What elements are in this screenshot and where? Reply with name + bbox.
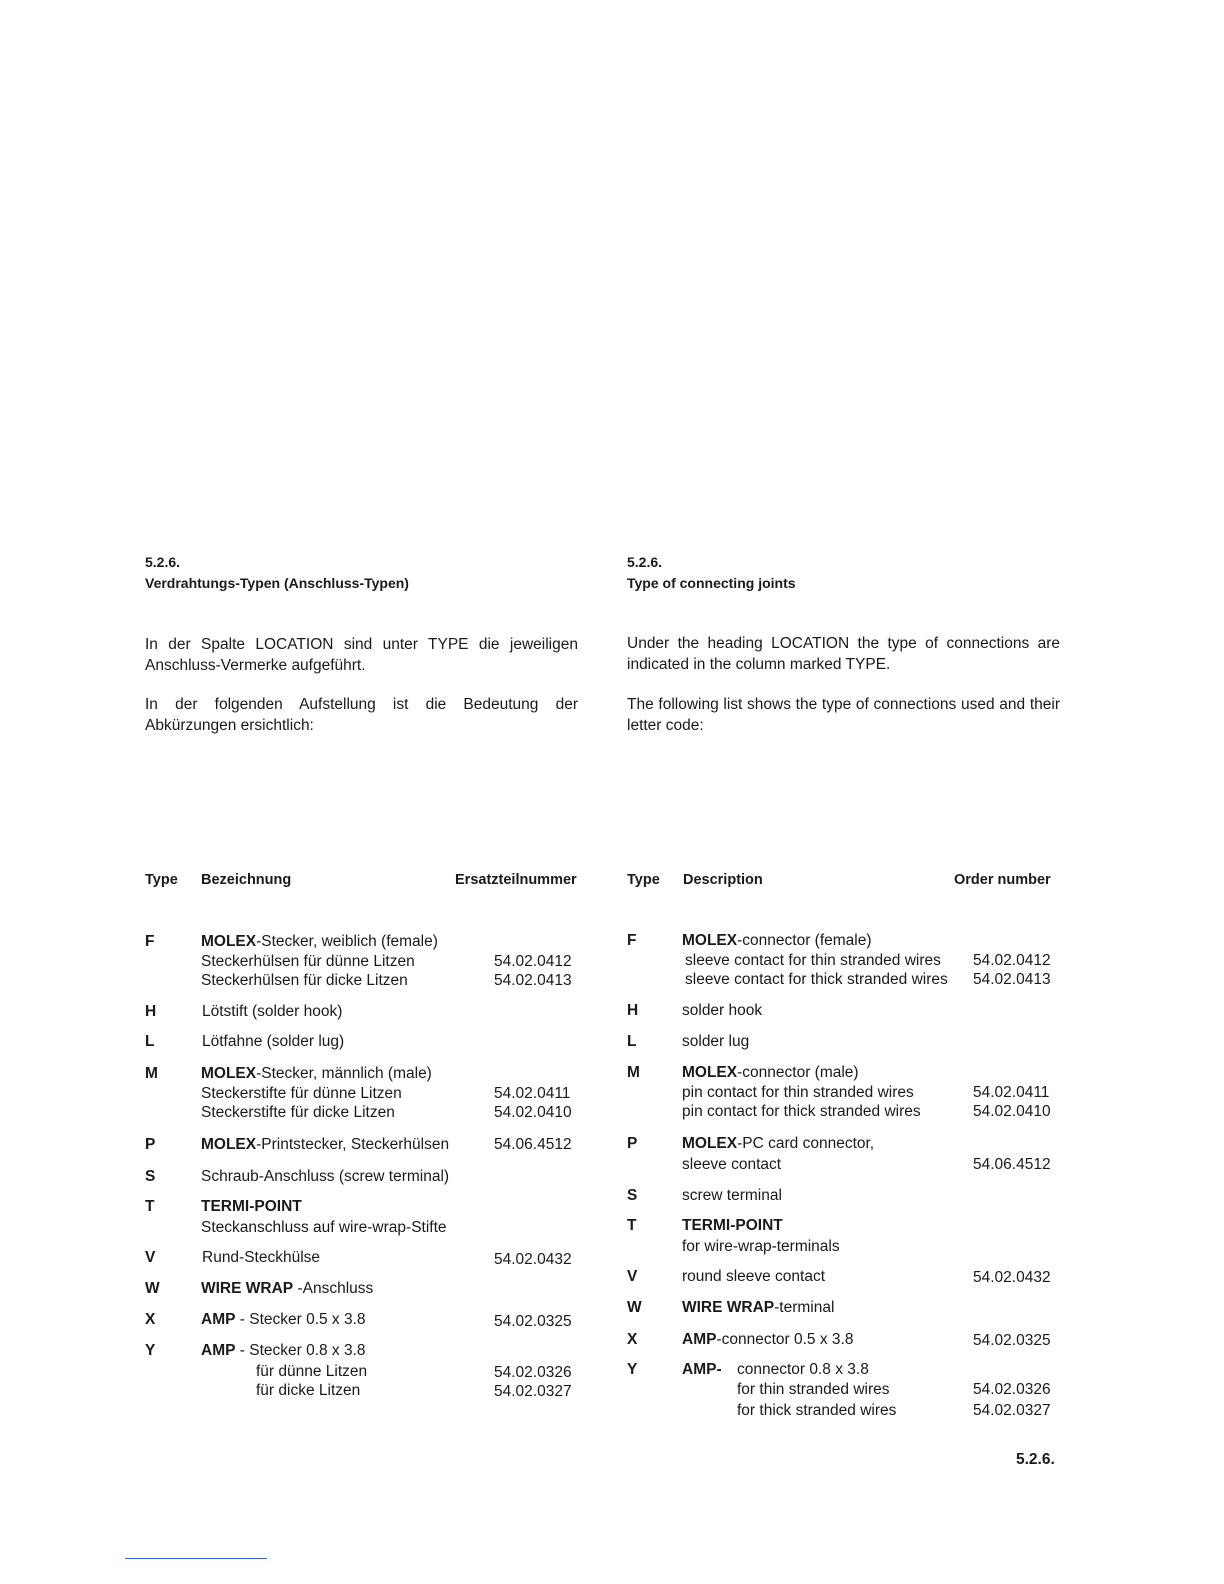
type-code-F-en: F — [627, 932, 637, 949]
row-F-line2-de: Steckerhülsen für dünne Litzen — [201, 953, 415, 970]
column-header-description-en: Description — [683, 872, 763, 888]
row-P-rest-en: -PC card connector, — [737, 1135, 875, 1152]
column-header-type-en: Type — [627, 872, 660, 888]
row-Y-rest-en: connector 0.8 x 3.8 — [737, 1361, 869, 1378]
row-X-title-en — [682, 1331, 853, 1349]
row-F-line3-de: Steckerhülsen für dicke Litzen — [201, 972, 408, 989]
row-P-title-de — [201, 1136, 449, 1154]
row-W-brand-de: WIRE WRAP — [201, 1280, 294, 1297]
intro-paragraph-de-2: In der folgenden Aufstellung ist die Bedeutung der Abkürzungen ersichtlich: — [145, 696, 578, 734]
row-F-number2-de: 54.02.0412 — [494, 953, 572, 970]
type-code-M-de: M — [145, 1065, 158, 1082]
row-S-line1-en: screw terminal — [682, 1187, 782, 1204]
type-code-T-de: T — [145, 1198, 155, 1215]
type-code-W-de: W — [145, 1280, 160, 1297]
row-M-rest-de: -Stecker, männlich (male) — [256, 1065, 432, 1082]
row-F-brand-de: MOLEX — [201, 933, 257, 950]
row-L-line1-de: Lötfahne (solder lug) — [202, 1033, 345, 1050]
row-F-title-en — [682, 932, 872, 950]
row-F-rest-de: -Stecker, weiblich (female) — [256, 933, 438, 950]
row-Y-rest-de: - Stecker 0.8 x 3.8 — [235, 1342, 366, 1359]
row-Y-number2-en: 54.02.0326 — [973, 1381, 1051, 1398]
row-T-brand-de: TERMI-POINT — [201, 1198, 302, 1215]
section-number-de: 5.2.6. — [145, 554, 181, 570]
row-F-title-de — [201, 933, 438, 951]
row-F-number3-de: 54.02.0413 — [494, 972, 572, 989]
row-V-number1-en: 54.02.0432 — [973, 1269, 1051, 1286]
type-code-V-de: V — [145, 1249, 156, 1266]
type-code-L-de: L — [145, 1033, 155, 1050]
type-code-T-en: T — [627, 1217, 637, 1234]
type-code-S-de: S — [145, 1168, 156, 1185]
row-Y-number2-de: 54.02.0326 — [494, 1364, 572, 1381]
row-Y-brand-en: AMP- — [682, 1361, 722, 1378]
row-M-title-de — [201, 1065, 432, 1083]
row-M-title-en — [682, 1064, 859, 1082]
row-M-line3-de: Steckerstifte für dicke Litzen — [201, 1104, 395, 1121]
type-code-W-en: W — [627, 1299, 642, 1316]
row-M-number2-de: 54.02.0411 — [494, 1085, 571, 1102]
type-code-P-en: P — [627, 1135, 638, 1152]
type-code-Y-en: Y — [627, 1361, 638, 1378]
row-X-brand-en: AMP — [682, 1331, 717, 1348]
row-F-brand-en: MOLEX — [682, 932, 738, 949]
row-F-line2-en: sleeve contact for thin stranded wires — [685, 952, 941, 969]
type-code-Y-de: Y — [145, 1342, 156, 1359]
row-M-brand-en: MOLEX — [682, 1064, 738, 1081]
type-code-X-de: X — [145, 1311, 156, 1328]
column-header-number-de: Ersatzteilnummer — [455, 872, 577, 888]
row-F-line3-en: sleeve contact for thick stranded wires — [685, 971, 948, 988]
row-T-line2-de: Steckanschluss auf wire-wrap-Stifte — [201, 1219, 447, 1236]
row-X-number1-en: 54.02.0325 — [973, 1332, 1051, 1349]
type-code-L-en: L — [627, 1033, 637, 1050]
row-V-line1-en: round sleeve contact — [682, 1268, 826, 1285]
row-S-line1-de: Schraub-Anschluss (screw terminal) — [201, 1168, 450, 1185]
row-M-line3-en: pin contact for thick stranded wires — [682, 1103, 921, 1120]
row-Y-line2-en: for thin stranded wires — [737, 1381, 890, 1398]
row-W-brand-en: WIRE WRAP — [682, 1299, 775, 1316]
row-W-rest-de: -Anschluss — [293, 1280, 374, 1297]
column-header-type-de: Type — [145, 872, 178, 888]
type-code-H-de: H — [145, 1003, 157, 1020]
row-T-brand-en: TERMI-POINT — [682, 1217, 783, 1234]
row-P-rest-de: -Printstecker, Steckerhülsen — [256, 1136, 450, 1153]
row-M-brand-de: MOLEX — [201, 1065, 257, 1082]
page-number: 5.2.6. — [1016, 1451, 1055, 1468]
section-title-en: Type of connecting joints — [627, 575, 796, 591]
type-code-P-de: P — [145, 1136, 156, 1153]
row-Y-brand-de: AMP — [201, 1342, 236, 1359]
row-M-number3-en: 54.02.0410 — [973, 1103, 1051, 1120]
row-X-rest-en: -connector 0.5 x 3.8 — [716, 1331, 854, 1348]
row-L-line1-en: solder lug — [682, 1033, 750, 1050]
row-P-title-en — [682, 1135, 874, 1153]
row-X-title-de — [201, 1311, 366, 1329]
row-P-number2-en: 54.06.4512 — [973, 1156, 1051, 1173]
row-T-line2-en: for wire-wrap-terminals — [682, 1238, 840, 1255]
intro-paragraph-en-1: Under the heading LOCATION the type of connections are indicated in the column marked TYPE. — [627, 635, 1060, 673]
row-Y-number3-en: 54.02.0327 — [973, 1402, 1051, 1419]
row-X-brand-de: AMP — [201, 1311, 236, 1328]
row-P-line2-en: sleeve contact — [682, 1156, 782, 1173]
row-Y-line2-de: für dünne Litzen — [256, 1363, 368, 1380]
row-Y-line3-en: for thick stranded wires — [737, 1402, 897, 1419]
row-M-rest-en: -connector (male) — [737, 1064, 859, 1081]
type-code-V-en: V — [627, 1268, 638, 1285]
row-P-brand-de: MOLEX — [201, 1136, 257, 1153]
row-Y-title-de — [201, 1342, 366, 1360]
row-M-number2-en: 54.02.0411 — [973, 1084, 1050, 1101]
intro-paragraph-de-1: In der Spalte LOCATION sind unter TYPE die jeweiligen Anschluss-Vermerke aufgeführt. — [145, 636, 578, 674]
section-title-de: Verdrahtungs-Typen (Anschluss-Typen) — [145, 575, 409, 591]
type-code-S-en: S — [627, 1187, 638, 1204]
type-code-F-de: F — [145, 933, 155, 950]
row-X-number1-de: 54.02.0325 — [494, 1313, 572, 1330]
row-Y-line3-de: für dicke Litzen — [256, 1382, 361, 1399]
row-F-rest-en: -connector (female) — [737, 932, 872, 949]
row-X-rest-de: - Stecker 0.5 x 3.8 — [235, 1311, 366, 1328]
footer-rule — [125, 1558, 267, 1559]
type-code-M-en: M — [627, 1064, 640, 1081]
row-M-number3-de: 54.02.0410 — [494, 1104, 572, 1121]
row-P-brand-en: MOLEX — [682, 1135, 738, 1152]
intro-paragraph-en-2: The following list shows the type of connections used and their letter code: — [627, 696, 1060, 734]
row-H-line1-en: solder hook — [682, 1002, 763, 1019]
row-Y-number3-de: 54.02.0327 — [494, 1383, 572, 1400]
column-header-description-de: Bezeichnung — [201, 872, 292, 888]
row-W-rest-en: -terminal — [774, 1299, 835, 1316]
type-code-H-en: H — [627, 1002, 639, 1019]
section-number-en: 5.2.6. — [627, 554, 663, 570]
row-W-title-de — [201, 1280, 373, 1298]
row-M-line2-en: pin contact for thin stranded wires — [682, 1084, 914, 1101]
column-header-number-en: Order number — [954, 872, 1051, 888]
row-H-line1-de: Lötstift (solder hook) — [202, 1003, 343, 1020]
row-M-line2-de: Steckerstifte für dünne Litzen — [201, 1085, 402, 1102]
row-P-number1-de: 54.06.4512 — [494, 1136, 572, 1153]
row-F-number2-en: 54.02.0412 — [973, 952, 1051, 969]
row-W-title-en — [682, 1299, 834, 1317]
row-V-line1-de: Rund-Steckhülse — [202, 1249, 321, 1266]
type-code-X-en: X — [627, 1331, 638, 1348]
row-V-number1-de: 54.02.0432 — [494, 1251, 572, 1268]
row-F-number3-en: 54.02.0413 — [973, 971, 1051, 988]
